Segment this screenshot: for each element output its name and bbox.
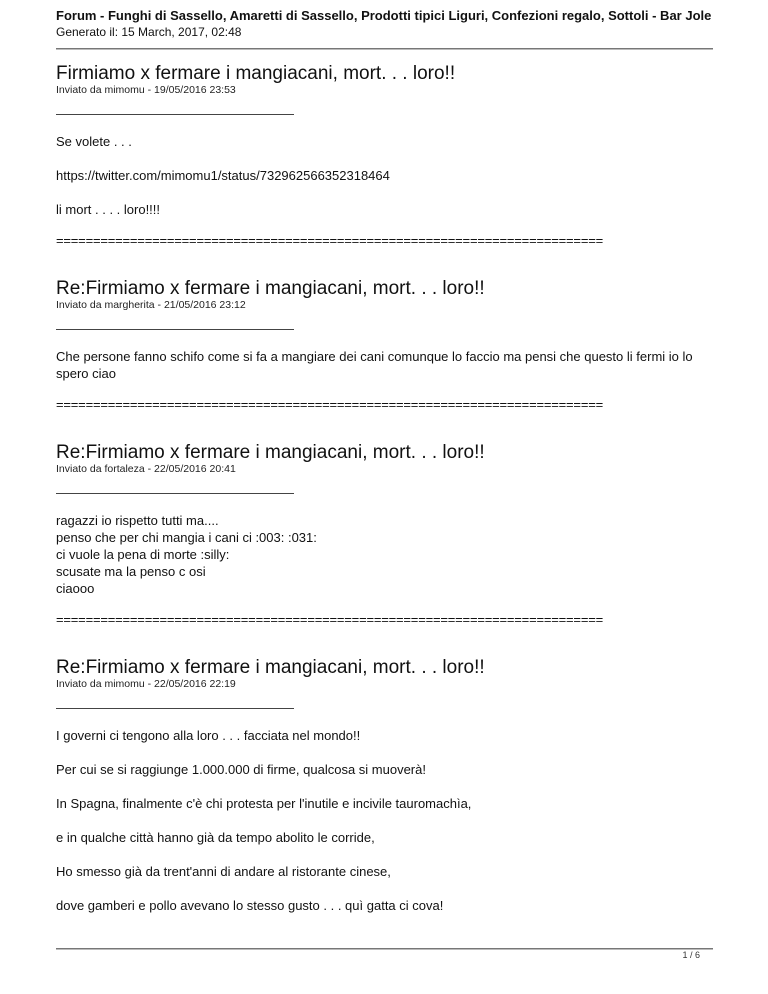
post-list — [56, 64, 713, 914]
post-title: Re:Firmiamo x fermare i mangiacani, mort. . . loro!! — [56, 442, 485, 463]
post-line: I governi ci tengono alla loro . . . facciata nel mondo!! — [56, 728, 361, 743]
post-line: dove gamberi e pollo avevano lo stesso gusto . . . quì gatta ci cova! — [56, 898, 444, 913]
post-title: Re:Firmiamo x fermare i mangiacani, mort. . . loro!! — [56, 278, 485, 299]
post-line: Per cui se si raggiunge 1.000.000 di firme, qualcosa si muoverà! — [56, 762, 426, 777]
post-body — [56, 512, 713, 597]
post-separator: ========================================================================== — [56, 613, 603, 627]
meta-rule — [56, 114, 294, 115]
header-rule — [56, 48, 713, 50]
post-line: ci vuole la pena di morte :silly: — [56, 547, 230, 562]
post-meta: Inviato da fortaleza - 22/05/2016 20:41 — [56, 463, 236, 475]
post-line: scusate ma la penso c osi — [56, 564, 206, 579]
meta-rule — [56, 493, 294, 494]
post-line: ragazzi io rispetto tutti ma.... — [56, 513, 219, 528]
post-line: ciaooo — [56, 581, 95, 596]
post-body — [56, 348, 713, 382]
post-separator: ========================================================================== — [56, 234, 603, 248]
generated-date: Generato il: 15 March, 2017, 02:48 — [56, 25, 242, 39]
post-line: li mort . . . . loro!!!! — [56, 202, 161, 217]
document-header — [56, 8, 768, 40]
post — [56, 64, 713, 248]
footer-rule — [56, 948, 713, 950]
post-meta: Inviato da margherita - 21/05/2016 23:12 — [56, 299, 246, 311]
post-line: In Spagna, finalmente c'è chi protesta per l'inutile e incivile tauromachìa, — [56, 796, 472, 811]
meta-rule — [56, 329, 294, 330]
post-meta: Inviato da mimomu - 19/05/2016 23:53 — [56, 84, 236, 96]
post-link[interactable]: https://twitter.com/mimomu1/status/732962566352318464 — [56, 168, 390, 183]
post-line: Che persone fanno schifo come si fa a mangiare dei cani comunque lo faccio ma pensi che questo li fermi io lo spero ciao — [56, 349, 693, 381]
post-meta: Inviato da mimomu - 22/05/2016 22:19 — [56, 678, 236, 690]
post-line: Se volete . . . — [56, 134, 132, 149]
page-number: 1 / 6 — [682, 950, 700, 960]
document-title: Forum - Funghi di Sassello, Amaretti di Sassello, Prodotti tipici Liguri, Confezioni regalo, Sottoli - Bar Jole — [56, 8, 712, 23]
post — [56, 279, 713, 412]
post-body — [56, 133, 713, 218]
post-body — [56, 727, 713, 914]
post — [56, 658, 713, 914]
post-line: penso che per chi mangia i cani ci :003: :031: — [56, 530, 317, 545]
post-title: Re:Firmiamo x fermare i mangiacani, mort. . . loro!! — [56, 657, 485, 678]
post-separator: ========================================================================== — [56, 398, 603, 412]
meta-rule — [56, 708, 294, 709]
post-line: Ho smesso già da trent'anni di andare al ristorante cinese, — [56, 864, 391, 879]
post-title: Firmiamo x fermare i mangiacani, mort. . . loro!! — [56, 63, 456, 84]
post — [56, 443, 713, 627]
post-line: e in qualche città hanno già da tempo abolito le corride, — [56, 830, 375, 845]
